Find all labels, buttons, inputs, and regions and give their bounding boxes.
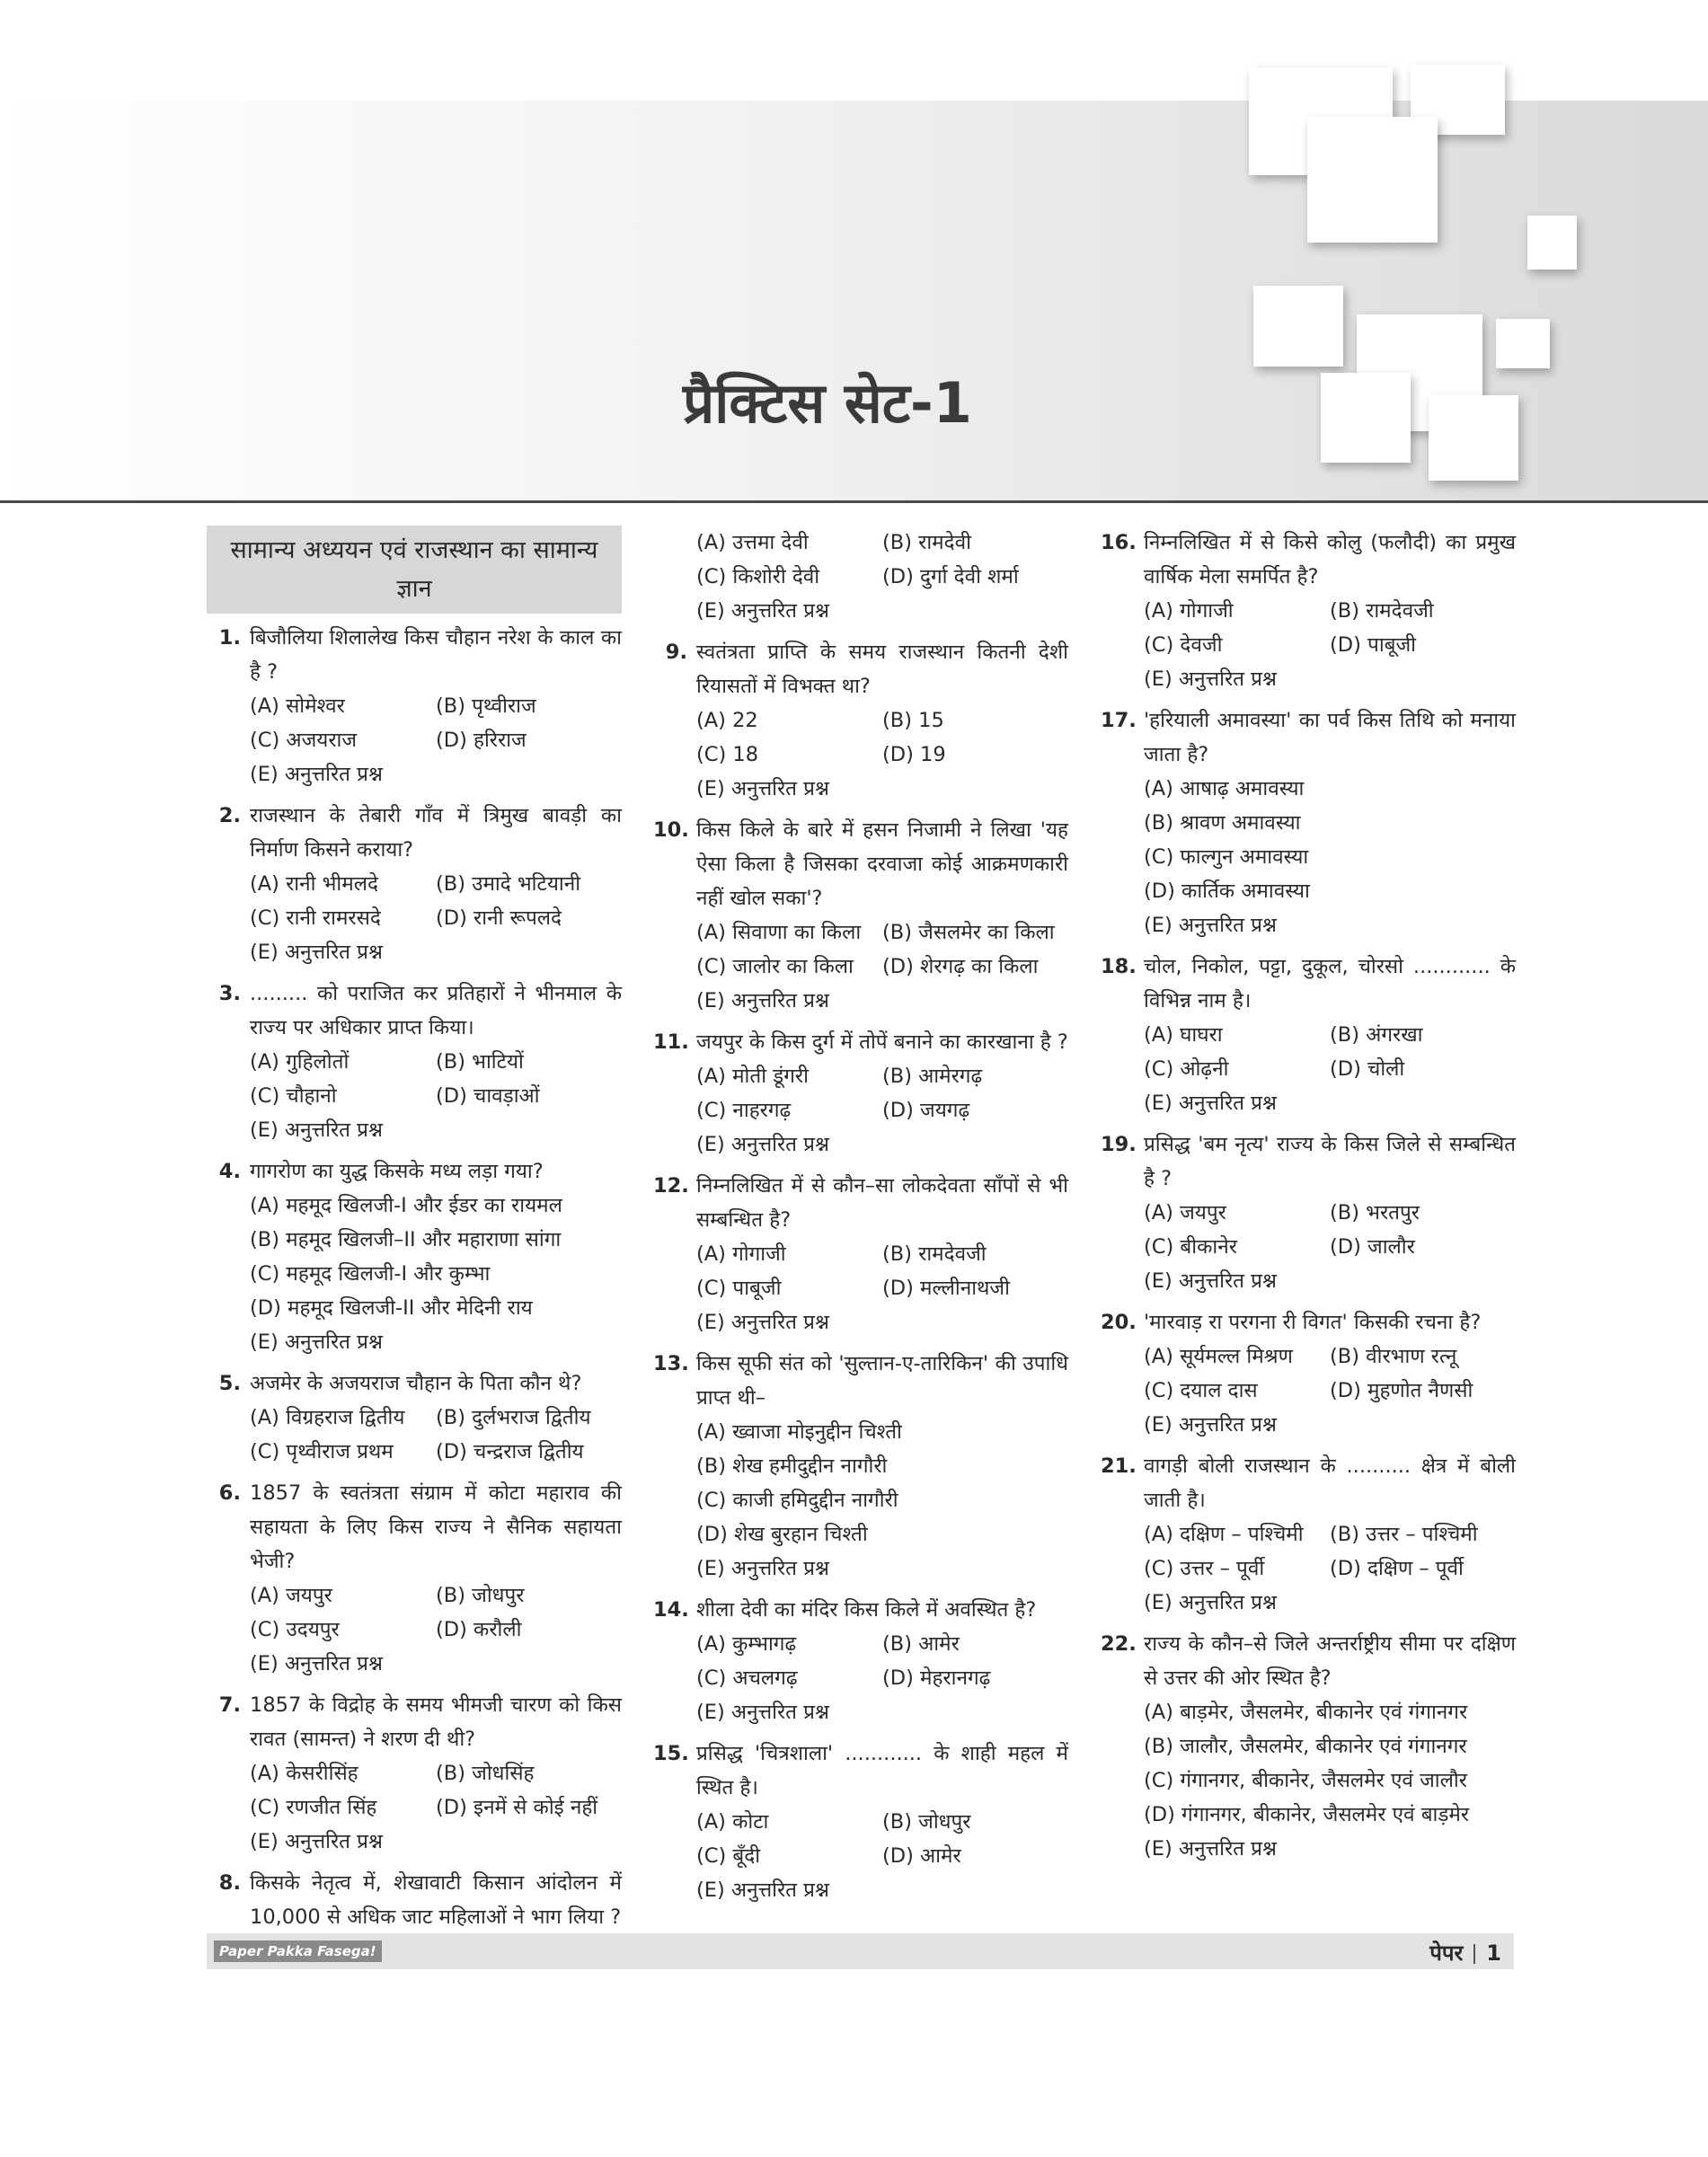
answer-option: (C) रानी रामरसदे bbox=[250, 906, 381, 930]
answer-option: (E) अनुत्तरित प्रश्न bbox=[250, 763, 383, 786]
options bbox=[1101, 1196, 1516, 1298]
answer-option: (C) फाल्गुन अमावस्या bbox=[1144, 845, 1309, 869]
footer-separator bbox=[1473, 1944, 1475, 1964]
options bbox=[1101, 594, 1516, 696]
question-text: किस सूफी संत को 'सुल्तान-ए-तारिकिन' की उपाधि प्राप्त थी– bbox=[696, 1352, 1068, 1410]
question-number: 10. bbox=[653, 818, 689, 842]
options bbox=[207, 689, 622, 791]
answer-option: (B) रामदेवी bbox=[882, 531, 971, 554]
question-text: चोल, निकोल, पट्टा, दुकूल, चोरसो ............ के विभिन्न नाम है। bbox=[1144, 955, 1516, 1012]
answer-option: (B) दुर्लभराज द्वितीय bbox=[436, 1406, 591, 1429]
answer-option: (D) इनमें से कोई नहीं bbox=[436, 1796, 598, 1819]
question-number: 13. bbox=[653, 1352, 689, 1375]
question-text: अजमेर के अजयराज चौहान के पिता कौन थे? bbox=[250, 1372, 582, 1395]
answer-option: (B) श्रावण अमावस्या bbox=[1144, 811, 1301, 835]
answer-option: (B) जालौर, जैसलमेर, बीकानेर एवं गंगानगर bbox=[1144, 1735, 1467, 1758]
answer-option: (E) अनुत्तरित प्रश्न bbox=[696, 1311, 829, 1334]
question bbox=[207, 1688, 622, 1756]
options bbox=[1101, 772, 1516, 942]
answer-option: (C) किशोरी देवी bbox=[696, 565, 820, 588]
answer-option: (C) जालोर का किला bbox=[696, 955, 854, 978]
answer-option: (A) जयपुर bbox=[1144, 1201, 1226, 1224]
question-number: 21. bbox=[1101, 1454, 1137, 1478]
answer-option: (D) आमेर bbox=[882, 1844, 961, 1868]
answer-option: (E) अनुत्तरित प्रश्न bbox=[1144, 1591, 1277, 1614]
answer-option: (E) अनुत्तरित प्रश्न bbox=[696, 1133, 829, 1156]
question bbox=[1101, 526, 1516, 594]
answer-option: (B) भाटियों bbox=[436, 1050, 524, 1074]
answer-option: (D) हरिराज bbox=[436, 729, 527, 752]
answer-option: (A) विग्रहराज द्वितीय bbox=[250, 1406, 405, 1429]
answer-option: (B) रामदेवजी bbox=[882, 1242, 987, 1266]
question-number: 7. bbox=[218, 1693, 241, 1717]
answer-option: (C) काजी हमिदुद्दीन नागौरी bbox=[696, 1489, 898, 1512]
answer-option: (D) जयगढ़ bbox=[882, 1099, 970, 1122]
question-number: 16. bbox=[1101, 531, 1137, 554]
question-number: 20. bbox=[1101, 1311, 1137, 1334]
options bbox=[207, 1189, 622, 1359]
question-number: 5. bbox=[218, 1372, 241, 1395]
question-number: 19. bbox=[1101, 1133, 1137, 1156]
question-text: प्रसिद्ध 'चित्रशाला' ............ के शाही महल में स्थित है। bbox=[696, 1742, 1068, 1799]
answer-option: (A) गोगाजी bbox=[1144, 599, 1234, 623]
question-number: 2. bbox=[218, 804, 241, 827]
question-text: 'हरियाली अमावस्या' का पर्व किस तिथि को मनाया जाता है? bbox=[1144, 709, 1516, 766]
question bbox=[1101, 1449, 1516, 1517]
answer-option: (A) गुहिलोतों bbox=[250, 1050, 350, 1074]
answer-option: (D) चावड़ाओं bbox=[436, 1084, 540, 1108]
answer-option: (D) रानी रूपलदे bbox=[436, 906, 562, 930]
answer-option: (D) मेहरानगढ़ bbox=[882, 1666, 991, 1690]
question-number: 1. bbox=[218, 626, 241, 650]
question-number: 15. bbox=[653, 1742, 689, 1765]
question-number: 18. bbox=[1101, 955, 1137, 978]
answer-option: (E) अनुत्तरित प्रश्न bbox=[1144, 1837, 1277, 1861]
answer-option: (D) दुर्गा देवी शर्मा bbox=[882, 565, 1019, 588]
options bbox=[1101, 1339, 1516, 1442]
answer-option: (B) जैसलमेर का किला bbox=[882, 921, 1055, 944]
answer-option: (D) शेख बुरहान चिश्ती bbox=[696, 1523, 868, 1546]
question-number: 6. bbox=[218, 1481, 241, 1505]
options bbox=[653, 703, 1068, 806]
question-text: निम्नलिखित में से किसे कोलु (फलौदी) का प्रमुख वार्षिक मेला समर्पित है? bbox=[1144, 531, 1516, 588]
answer-option: (C) ओढ़नी bbox=[1144, 1057, 1229, 1081]
answer-option: (D) मल्लीनाथजी bbox=[882, 1277, 1010, 1300]
answer-option: (D) चन्द्रराज द्वितीय bbox=[436, 1440, 584, 1463]
answer-option: (D) महमूद खिलजी-II और मेदिनी राय bbox=[250, 1296, 533, 1320]
page-number bbox=[1429, 1938, 1501, 1967]
question-text: शीला देवी का मंदिर किस किले में अवस्थित है? bbox=[696, 1598, 1037, 1622]
question bbox=[653, 1025, 1068, 1059]
answer-option: (A) 22 bbox=[696, 709, 758, 732]
answer-option: (A) जयपुर bbox=[250, 1584, 332, 1607]
answer-option: (B) उत्तर – पश्चिमी bbox=[1330, 1523, 1478, 1546]
question bbox=[653, 1347, 1068, 1415]
page-title: प्रैक्टिस सेट-1 bbox=[683, 370, 972, 436]
options bbox=[653, 1237, 1068, 1339]
decor-square bbox=[1527, 216, 1577, 270]
answer-option: (E) अनुत्तरित प्रश्न bbox=[696, 1701, 829, 1724]
question-text: 'मारवाड़ रा परगना री विगत' किसकी रचना है? bbox=[1144, 1311, 1482, 1334]
answer-option: (B) अंगरखा bbox=[1330, 1023, 1423, 1047]
answer-option: (A) कुम्भागढ़ bbox=[696, 1632, 797, 1656]
answer-option: (C) अजयराज bbox=[250, 729, 358, 752]
options bbox=[207, 1045, 622, 1147]
answer-option: (B) रामदेवजी bbox=[1330, 599, 1434, 623]
answer-option: (E) अनुत्तरित प्रश्न bbox=[696, 777, 829, 800]
options bbox=[1101, 1695, 1516, 1866]
question bbox=[653, 1169, 1068, 1237]
question bbox=[1101, 1305, 1516, 1339]
question bbox=[653, 1737, 1068, 1805]
answer-option: (B) उमादे भटियानी bbox=[436, 872, 581, 896]
answer-option: (E) अनुत्तरित प्रश्न bbox=[250, 1652, 383, 1675]
answer-option: (A) मोती डूंगरी bbox=[696, 1065, 809, 1088]
answer-option: (D) पाबूजी bbox=[1330, 633, 1417, 657]
answer-option: (C) बूँदी bbox=[696, 1844, 761, 1868]
answer-option: (A) सिवाणा का किला bbox=[696, 921, 862, 944]
answer-option: (D) चोली bbox=[1330, 1057, 1405, 1081]
options bbox=[1101, 1517, 1516, 1620]
answer-option: (D) करौली bbox=[436, 1618, 522, 1641]
answer-option: (E) अनुत्तरित प्रश्न bbox=[696, 599, 829, 623]
answer-option: (C) महमूद खिलजी-I और कुम्भा bbox=[250, 1262, 491, 1286]
options bbox=[653, 1059, 1068, 1162]
answer-option: (C) देवजी bbox=[1144, 633, 1223, 657]
answer-option: (A) ख्वाजा मोइनुद्दीन चिश्ती bbox=[696, 1420, 902, 1444]
question bbox=[207, 799, 622, 867]
answer-option: (E) अनुत्तरित प्रश्न bbox=[1144, 1269, 1277, 1293]
answer-option: (E) अनुत्तरित प्रश्न bbox=[250, 941, 383, 964]
question-text: राज्य के कौन–से जिले अन्तर्राष्ट्रीय सीमा पर दक्षिण से उत्तर की ओर स्थित है? bbox=[1144, 1632, 1516, 1690]
answer-option: (D) कार्तिक अमावस्या bbox=[1144, 880, 1310, 903]
answer-option: (E) अनुत्तरित प्रश्न bbox=[696, 1557, 829, 1580]
question bbox=[1101, 703, 1516, 772]
question-text: 1857 के विद्रोह के समय भीमजी चारण को किस रावत (सामन्त) ने शरण दी थी? bbox=[250, 1693, 622, 1751]
answer-option: (B) 15 bbox=[882, 709, 944, 732]
footer-label: पेपर bbox=[1429, 1940, 1464, 1966]
answer-option: (A) कोटा bbox=[696, 1810, 769, 1834]
question-number: 12. bbox=[653, 1174, 689, 1198]
question-text: स्वतंत्रता प्राप्ति के समय राजस्थान कितनी देशी रियासतों में विभक्त था? bbox=[696, 641, 1068, 698]
question-text: वागड़ी बोली राजस्थान के .......... क्षेत्र में बोली जाती है। bbox=[1144, 1454, 1516, 1512]
question-text: प्रसिद्ध 'बम नृत्य' राज्य के किस जिले से सम्बन्धित है ? bbox=[1144, 1133, 1516, 1190]
answer-option: (B) वीरभाण रत्नू bbox=[1330, 1345, 1457, 1368]
column-2 bbox=[653, 526, 1068, 1914]
answer-option: (D) 19 bbox=[882, 743, 946, 766]
answer-option: (E) अनुत्तरित प्रश्न bbox=[1144, 1413, 1277, 1437]
question bbox=[653, 813, 1068, 915]
answer-option: (A) महमूद खिलजी-I और ईडर का रायमल bbox=[250, 1194, 562, 1217]
answer-option: (A) घाघरा bbox=[1144, 1023, 1223, 1047]
question-number: 22. bbox=[1101, 1632, 1137, 1656]
answer-option: (C) उत्तर – पूर्वी bbox=[1144, 1557, 1265, 1580]
question-text: 1857 के स्वतंत्रता संग्राम में कोटा महाराव की सहायता के लिए किस राज्य ने सैनिक सहायता भेजी? bbox=[250, 1481, 622, 1573]
column-3 bbox=[1101, 526, 1516, 1873]
answer-option: (C) 18 bbox=[696, 743, 759, 766]
answer-option: (A) सूर्यमल्ल मिश्रण bbox=[1144, 1345, 1293, 1368]
answer-option: (C) पृथ्वीराज प्रथम bbox=[250, 1440, 394, 1463]
question-number: 9. bbox=[665, 641, 687, 664]
answer-option: (A) केसरीसिंह bbox=[250, 1762, 358, 1785]
question bbox=[653, 1593, 1068, 1627]
decor-square bbox=[1307, 117, 1438, 243]
answer-option: (E) अनुत्तरित प्रश्न bbox=[1144, 667, 1277, 691]
answer-option: (C) रणजीत सिंह bbox=[250, 1796, 377, 1819]
question-number: 4. bbox=[218, 1160, 241, 1183]
answer-option: (A) गोगाजी bbox=[696, 1242, 786, 1266]
answer-option: (A) रानी भीमलदे bbox=[250, 872, 378, 896]
question-number: 8. bbox=[218, 1871, 241, 1895]
decor-square bbox=[1429, 395, 1518, 481]
question bbox=[653, 635, 1068, 703]
options bbox=[653, 526, 1068, 628]
question-text: किसके नेतृत्व में, शेखावाटी किसान आंदोलन में 10,000 से अधिक जाट महिलाओं ने भाग लिया ? bbox=[250, 1871, 622, 1929]
answer-option: (E) अनुत्तरित प्रश्न bbox=[250, 1330, 383, 1354]
answer-option: (B) पृथ्वीराज bbox=[436, 694, 536, 718]
question-text: गागरोण का युद्ध किसके मध्य लड़ा गया? bbox=[250, 1160, 544, 1183]
decor-square bbox=[1253, 286, 1343, 367]
answer-option: (C) नाहरगढ़ bbox=[696, 1099, 792, 1122]
options bbox=[207, 867, 622, 969]
answer-option: (D) गंगानगर, बीकानेर, जैसलमेर एवं बाड़मेर bbox=[1144, 1803, 1470, 1826]
question-text: राजस्थान के तेबारी गाँव में त्रिमुख बावड़ी का निर्माण किसने कराया? bbox=[250, 804, 622, 862]
answer-option: (B) जोधसिंह bbox=[436, 1762, 535, 1785]
answer-option: (A) दक्षिण – पश्चिमी bbox=[1144, 1523, 1304, 1546]
question-number: 3. bbox=[218, 982, 241, 1005]
question-number: 14. bbox=[653, 1598, 689, 1622]
answer-option: (E) अनुत्तरित प्रश्न bbox=[1144, 914, 1277, 937]
answer-option: (C) पाबूजी bbox=[696, 1277, 782, 1300]
section-heading: सामान्य अध्ययन एवं राजस्थान का सामान्य ज्ञान bbox=[207, 526, 622, 614]
decor-square bbox=[1496, 319, 1550, 368]
answer-option: (E) अनुत्तरित प्रश्न bbox=[250, 1118, 383, 1142]
decor-square bbox=[1321, 373, 1411, 463]
answer-option: (B) शेख हमीदुद्दीन नागौरी bbox=[696, 1454, 888, 1478]
options bbox=[653, 915, 1068, 1018]
answer-option: (C) उदयपुर bbox=[250, 1618, 340, 1641]
question bbox=[207, 977, 622, 1045]
answer-option: (E) अनुत्तरित प्रश्न bbox=[696, 989, 829, 1012]
column-1 bbox=[207, 526, 622, 1934]
question bbox=[1101, 1627, 1516, 1695]
question bbox=[207, 1866, 622, 1934]
question-text: बिजौलिया शिलालेख किस चौहान नरेश के काल का है ? bbox=[250, 626, 622, 684]
question-number: 17. bbox=[1101, 709, 1137, 732]
answer-option: (B) जोधपुर bbox=[436, 1584, 525, 1607]
question bbox=[1101, 950, 1516, 1018]
answer-option: (C) गंगानगर, बीकानेर, जैसलमेर एवं जालौर bbox=[1144, 1769, 1467, 1792]
answer-option: (C) अचलगढ़ bbox=[696, 1666, 798, 1690]
answer-option: (C) बीकानेर bbox=[1144, 1235, 1237, 1259]
options bbox=[653, 1627, 1068, 1729]
options bbox=[653, 1805, 1068, 1907]
answer-option: (D) दक्षिण – पूर्वी bbox=[1330, 1557, 1464, 1580]
answer-option: (A) सोमेश्वर bbox=[250, 694, 345, 718]
question bbox=[1101, 1127, 1516, 1196]
page-footer bbox=[207, 1933, 1514, 1969]
answer-option: (C) दयाल दास bbox=[1144, 1379, 1258, 1402]
answer-option: (C) चौहानो bbox=[250, 1084, 337, 1108]
answer-option: (B) आमेरगढ़ bbox=[882, 1065, 983, 1088]
options bbox=[1101, 1018, 1516, 1120]
footer-page-num: 1 bbox=[1486, 1940, 1501, 1966]
answer-option: (B) भरतपुर bbox=[1330, 1201, 1420, 1224]
options bbox=[207, 1401, 622, 1469]
publisher-logo: Paper Pakka Fasega! bbox=[214, 1940, 382, 1962]
answer-option: (D) शेरगढ़ का किला bbox=[882, 955, 1039, 978]
header-divider bbox=[0, 500, 1708, 503]
question-text: किस किले के बारे में हसन निजामी ने लिखा 'यह ऐसा किला है जिसका दरवाजा कोई आक्रमणकारी नहीं खोल सका'? bbox=[696, 818, 1068, 910]
options bbox=[207, 1578, 622, 1681]
options bbox=[653, 1415, 1068, 1586]
answer-option: (E) अनुत्तरित प्रश्न bbox=[696, 1879, 829, 1902]
question-number: 11. bbox=[653, 1030, 689, 1054]
question bbox=[207, 1154, 622, 1189]
question-text: जयपुर के किस दुर्ग में तोपें बनाने का कारखाना है ? bbox=[696, 1030, 1068, 1054]
question bbox=[207, 621, 622, 689]
answer-option: (B) महमूद खिलजी–II और महाराणा सांगा bbox=[250, 1228, 562, 1251]
answer-option: (B) जोधपुर bbox=[882, 1810, 971, 1834]
answer-option: (D) जालौर bbox=[1330, 1235, 1415, 1259]
answer-option: (A) बाड़मेर, जैसलमेर, बीकानेर एवं गंगानगर bbox=[1144, 1701, 1468, 1724]
answer-option: (A) उत्तमा देवी bbox=[696, 531, 809, 554]
answer-option: (D) मुहणोत नैणसी bbox=[1330, 1379, 1473, 1402]
question-text: ......... को पराजित कर प्रतिहारों ने भीनमाल के राज्य पर अधिकार प्राप्त किया। bbox=[250, 982, 622, 1039]
answer-option: (A) आषाढ़ अमावस्या bbox=[1144, 777, 1305, 800]
answer-option: (E) अनुत्तरित प्रश्न bbox=[250, 1830, 383, 1853]
question bbox=[207, 1476, 622, 1578]
question-text: निम्नलिखित में से कौन–सा लोकदेवता साँपों से भी सम्बन्धित है? bbox=[696, 1174, 1068, 1232]
answer-option: (E) अनुत्तरित प्रश्न bbox=[1144, 1092, 1277, 1115]
answer-option: (B) आमेर bbox=[882, 1632, 960, 1656]
options bbox=[207, 1756, 622, 1859]
question bbox=[207, 1366, 622, 1401]
